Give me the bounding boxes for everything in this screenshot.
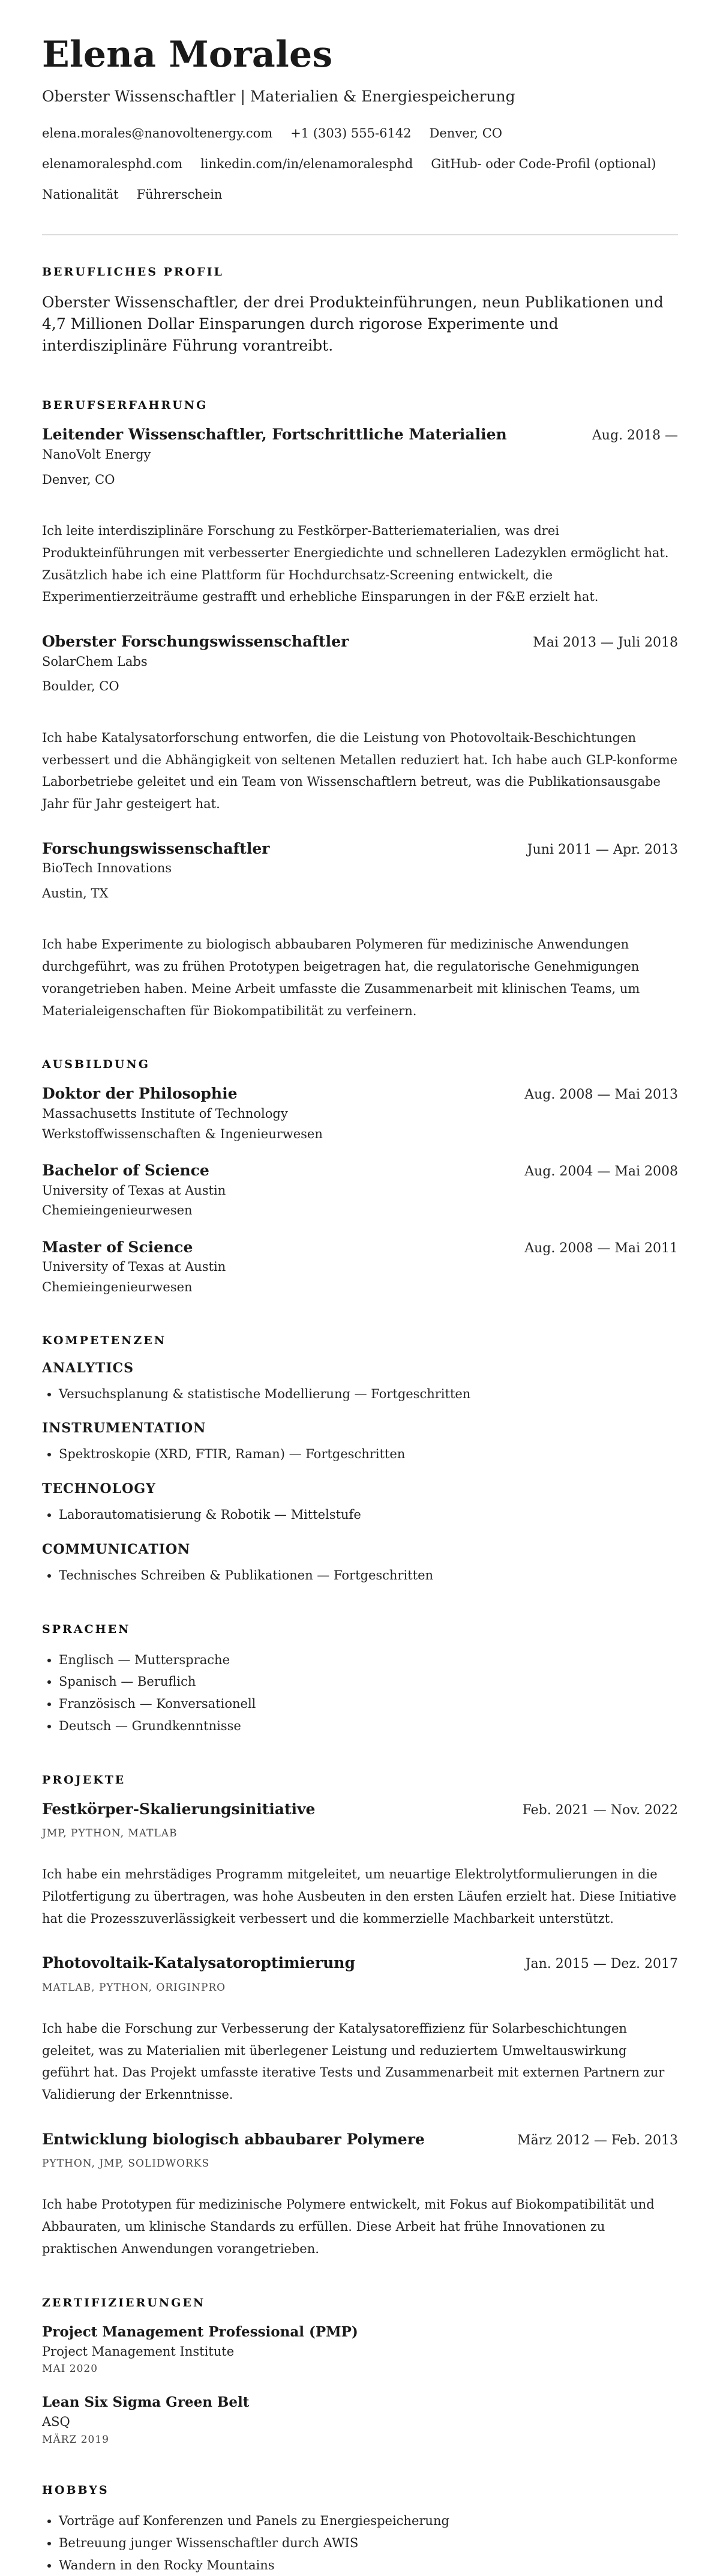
job-location: Boulder, CO xyxy=(42,679,119,694)
experience-entry xyxy=(42,425,678,608)
project-entry xyxy=(42,1800,678,1930)
job-date: Mai 2013 — Juli 2018 xyxy=(533,635,678,651)
certification-date: MÄRZ 2019 xyxy=(42,2433,109,2446)
job-description: Ich leite interdisziplinäre Forschung zu Festkörper-Batteriematerialien, was drei Produkteinführungen mit verbesserter Energiedichte und schnelleren Ladezyklen ermöglicht hat. Zusätzlich habe ich eine Plattform für Hochdurchsatz-Screening entwickelt, die Experimentierzeiträume gestrafft und erhebliche Einsparungen in der F&E erzielt hat. xyxy=(42,523,669,605)
education-section xyxy=(42,1058,678,1297)
language-item: • Englisch — Muttersprache xyxy=(59,1649,678,1671)
candidate-name: Elena Morales xyxy=(42,34,333,76)
degree-date: Aug. 2008 — Mai 2013 xyxy=(524,1087,678,1103)
degree-title: Master of Science xyxy=(42,1238,193,1256)
project-description: Ich habe die Forschung zur Verbesserung der Katalysatoreffizienz für Solarbeschichtungen geleitet, was zu Materialien mit überlegener Leistung und reduziertem Umweltauswirkung geführt hat. Das Projekt umfasste iterative Tests und Zusammenarbeit mit externen Partnern zur Validierung der Erkenntnisse. xyxy=(42,2021,665,2102)
degree-field: Chemieingenieurwesen xyxy=(42,1203,193,1218)
job-company: NanoVolt Energy xyxy=(42,447,151,462)
hobbies-section xyxy=(42,2484,678,2576)
education-entry xyxy=(42,1238,678,1298)
degree-school: University of Texas at Austin xyxy=(42,1183,226,1198)
language-item: • Französisch — Konversationell xyxy=(59,1693,678,1715)
contact-location: Denver, CO xyxy=(429,125,502,140)
skill-group xyxy=(42,1481,678,1526)
degree-title: Doktor der Philosophie xyxy=(42,1085,238,1103)
job-title: Forschungswissenschaftler xyxy=(42,839,270,857)
job-description: Ich habe Experimente zu biologisch abbaubaren Polymeren für medizinische Anwendungen durchgeführt, was zu frühen Prototypen beigetragen hat, die regulatorische Genehmigungen vorangetrieben haben. Meine Arbeit umfasste die Zusammenarbeit mit klinischen Teams, um Materialeigenschaften für Biokompatibilität zu verfeinern. xyxy=(42,937,640,1018)
skills-title: KOMPETENZEN xyxy=(42,1333,167,1347)
header-divider xyxy=(42,234,678,235)
projects-section xyxy=(42,1773,678,2260)
project-name: Entwicklung biologisch abbaubarer Polymere xyxy=(42,2130,425,2148)
contact-linkedin[interactable]: linkedin.com/in/elenamoralesphd xyxy=(200,156,413,171)
degree-title: Bachelor of Science xyxy=(42,1162,209,1180)
project-description: Ich habe ein mehrstädiges Programm mitgeleitet, um neuartige Elektrolytformulierungen in die Pilotfertigung zu übertragen, was hohe Ausbeuten in den ersten Läufen erzielt hat. Diese Initiative hat die Prozesszuverlässigkeit verbessert und die kommerzielle Machbarkeit unterstützt. xyxy=(42,1867,677,1926)
hobby-item: • Wandern in den Rocky Mountains xyxy=(59,2554,678,2576)
contact-row-extra xyxy=(42,186,678,210)
hobbies-title: HOBBYS xyxy=(42,2484,109,2497)
job-location: Denver, CO xyxy=(42,472,115,487)
skill-item: • Laborautomatisierung & Robotik — Mittelstufe xyxy=(59,1504,678,1526)
job-date: Aug. 2018 — xyxy=(592,428,678,444)
contact-github[interactable]: GitHub- oder Code-Profil (optional) xyxy=(431,156,656,171)
summary-section xyxy=(42,265,678,357)
certification-entry xyxy=(42,2393,678,2448)
resume-page xyxy=(42,0,678,2576)
contact-website[interactable]: elenamoralesphd.com xyxy=(42,156,183,171)
skill-group xyxy=(42,1420,678,1465)
hobby-item: • Betreuung junger Wissenschaftler durch AWIS xyxy=(59,2532,678,2554)
certification-name: Project Management Professional (PMP) xyxy=(42,2323,358,2340)
certification-date: MAI 2020 xyxy=(42,2363,98,2375)
skill-category: TECHNOLOGY xyxy=(42,1481,156,1497)
certifications-title: ZERTIFIZIERUNGEN xyxy=(42,2296,206,2309)
skill-item: • Versuchsplanung & statistische Modellierung — Fortgeschritten xyxy=(59,1383,678,1405)
contact-license: Führerschein xyxy=(136,187,223,202)
degree-field: Werkstoffwissenschaften & Ingenieurwesen xyxy=(42,1126,323,1141)
experience-entry xyxy=(42,839,678,1022)
certifications-section xyxy=(42,2296,678,2448)
experience-section xyxy=(42,399,678,1022)
project-tech: JMP, PYTHON, MATLAB xyxy=(42,1827,178,1840)
candidate-headline: Oberster Wissenschaftler | Materialien & Energiespeicherung xyxy=(42,88,515,105)
job-location: Austin, TX xyxy=(42,885,109,900)
certification-entry xyxy=(42,2323,678,2377)
hobbies-list xyxy=(42,2510,678,2576)
project-date: Jan. 2015 — Dez. 2017 xyxy=(525,1956,678,1972)
languages-title: SPRACHEN xyxy=(42,1622,131,1636)
certification-issuer: ASQ xyxy=(42,2415,70,2430)
project-description: Ich habe Prototypen für medizinische Polymere entwickelt, mit Fokus auf Biokompatibilität und Abbauraten, um klinische Standards zu erfüllen. Diese Arbeit hat frühe Innovationen zu praktischen Anwendungen vorangetrieben. xyxy=(42,2197,655,2256)
skill-item: • Spektroskopie (XRD, FTIR, Raman) — Fortgeschritten xyxy=(59,1443,678,1465)
skill-item: • Technisches Schreiben & Publikationen — Fortgeschritten xyxy=(59,1564,678,1587)
education-title: AUSBILDUNG xyxy=(42,1058,150,1072)
languages-section xyxy=(42,1623,678,1737)
contact-nationality: Nationalität xyxy=(42,187,119,202)
project-name: Photovoltaik-Katalysatoroptimierung xyxy=(42,1954,355,1972)
job-title: Oberster Forschungswissenschaftler xyxy=(42,633,349,651)
degree-field: Chemieingenieurwesen xyxy=(42,1279,193,1294)
experience-entry xyxy=(42,632,678,815)
job-date: Juni 2011 — Apr. 2013 xyxy=(527,842,678,857)
job-company: BioTech Innovations xyxy=(42,861,172,876)
degree-date: Aug. 2004 — Mai 2008 xyxy=(524,1164,678,1180)
project-tech: PYTHON, JMP, SOLIDWORKS xyxy=(42,2158,210,2170)
degree-school: University of Texas at Austin xyxy=(42,1259,226,1274)
resume-header xyxy=(42,36,678,210)
skill-group xyxy=(42,1360,678,1405)
job-company: SolarChem Labs xyxy=(42,654,148,669)
certification-name: Lean Six Sigma Green Belt xyxy=(42,2394,250,2410)
languages-list xyxy=(42,1649,678,1737)
experience-title: BERUFSERFAHRUNG xyxy=(42,399,208,412)
certification-issuer: Project Management Institute xyxy=(42,2344,235,2359)
job-title: Leitender Wissenschaftler, Fortschrittliche Materialien xyxy=(42,426,507,444)
skills-section xyxy=(42,1334,678,1587)
projects-title: PROJEKTE xyxy=(42,1773,126,1787)
language-item: • Deutsch — Grundkenntnisse xyxy=(59,1715,678,1737)
project-date: März 2012 — Feb. 2013 xyxy=(517,2132,678,2148)
skill-category: COMMUNICATION xyxy=(42,1541,191,1557)
language-item: • Spanisch — Beruflich xyxy=(59,1671,678,1693)
hobby-item: • Vorträge auf Konferenzen und Panels zu Energiespeicherung xyxy=(59,2510,678,2532)
degree-date: Aug. 2008 — Mai 2011 xyxy=(524,1240,678,1256)
degree-school: Massachusetts Institute of Technology xyxy=(42,1106,288,1121)
contact-email[interactable]: elena.morales@nanovoltenergy.com xyxy=(42,125,273,140)
skill-category: INSTRUMENTATION xyxy=(42,1420,206,1437)
project-name: Festkörper-Skalierungsinitiative xyxy=(42,1800,316,1818)
contact-row-links xyxy=(42,155,678,179)
summary-title: BERUFLICHES PROFIL xyxy=(42,265,224,279)
skill-group xyxy=(42,1542,678,1587)
project-date: Feb. 2021 — Nov. 2022 xyxy=(522,1802,678,1818)
contact-phone[interactable]: +1 (303) 555-6142 xyxy=(290,125,412,140)
education-entry xyxy=(42,1084,678,1144)
contact-row-primary xyxy=(42,125,678,148)
job-description: Ich habe Katalysatorforschung entworfen, die die Leistung von Photovoltaik-Beschichtungen verbessert und die Abhängigkeit von seltenen Metallen reduziert hat. Ich habe auch GLP-konforme Laborbetriebe geleitet und ein Team von Wissenschaftlern betreut, was die Publikationsausgabe Jahr für Jahr gesteigert hat. xyxy=(42,730,678,812)
project-entry xyxy=(42,2130,678,2260)
project-entry xyxy=(42,1953,678,2106)
skill-category: ANALYTICS xyxy=(42,1360,134,1376)
project-tech: MATLAB, PYTHON, ORIGINPRO xyxy=(42,1981,226,1994)
education-entry xyxy=(42,1161,678,1221)
summary-text: Oberster Wissenschaftler, der drei Produkteinführungen, neun Publikationen und 4,7 Millionen Dollar Einsparungen durch rigorose Experimente und interdisziplinäre Führung vorantreibt. xyxy=(42,293,664,355)
